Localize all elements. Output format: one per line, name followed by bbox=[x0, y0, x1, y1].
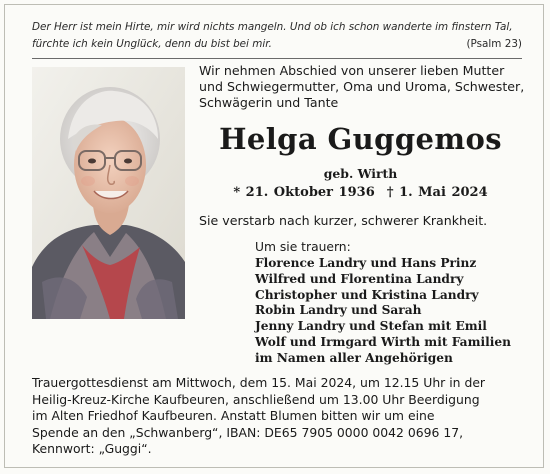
mourner-entry: Wolf und Irmgard Wirth mit Familien bbox=[255, 334, 511, 349]
birth-name: geb. Wirth bbox=[323, 166, 398, 181]
mourner-entry: im Namen aller Angehörigen bbox=[255, 350, 453, 365]
psalm-line-2: fürchte ich kein Unglück, denn du bist bei mir. bbox=[32, 38, 272, 50]
mourner-entry: Robin Landry und Sarah bbox=[255, 303, 422, 318]
psalm-quote bbox=[32, 19, 522, 53]
psalm-line-1: Der Herr ist mein Hirte, mir wird nichts mangeln. Und ob ich schon wanderte im finstern Tal, bbox=[32, 21, 513, 33]
mourner-entry: Wilfred und Florentina Landry bbox=[255, 271, 464, 286]
service-line-1: Trauergottesdienst am Mittwoch, dem 15. Mai 2024, um 12.15 Uhr in der bbox=[32, 375, 486, 390]
portrait-photo bbox=[32, 67, 185, 319]
intro-line-3: Schwägerin und Tante bbox=[199, 95, 339, 110]
life-dates bbox=[199, 185, 522, 200]
mourners-list bbox=[255, 256, 535, 367]
intro-text bbox=[199, 63, 529, 111]
divider-line bbox=[32, 58, 522, 59]
deceased-name: Helga Guggemos bbox=[219, 122, 502, 156]
intro-line-2: und Schwiegermutter, Oma und Uroma, Schwester, bbox=[199, 79, 525, 94]
birth-date: * 21. Oktober 1936 bbox=[233, 185, 375, 200]
service-line-3: im Alten Friedhof Kaufbeuren. Anstatt Blumen bitten wir um eine bbox=[32, 408, 435, 423]
funeral-service-info bbox=[32, 375, 527, 458]
service-line-4: Spende an den „Schwanberg“, IBAN: DE65 7905 0000 0042 0696 17, bbox=[32, 424, 464, 440]
intro-line-1: Wir nehmen Abschied von unserer lieben Mutter bbox=[199, 63, 505, 78]
passed-away-text: Sie verstarb nach kurzer, schwerer Krankheit. bbox=[199, 213, 488, 228]
service-line-2: Heilig-Kreuz-Kirche Kaufbeuren, anschließend um 13.00 Uhr Beerdigung bbox=[32, 391, 480, 407]
service-line-5: Kennwort: „Guggi“. bbox=[32, 441, 152, 456]
mourners-title: Um sie trauern: bbox=[255, 240, 351, 254]
psalm-reference: (Psalm 23) bbox=[466, 38, 522, 50]
mourner-entry: Christopher und Kristina Landry bbox=[255, 287, 479, 302]
mourner-entry: Jenny Landry und Stefan mit Emil bbox=[255, 319, 487, 334]
mourner-entry: Florence Landry und Hans Prinz bbox=[255, 256, 477, 270]
death-date: † 1. Mai 2024 bbox=[386, 185, 488, 200]
